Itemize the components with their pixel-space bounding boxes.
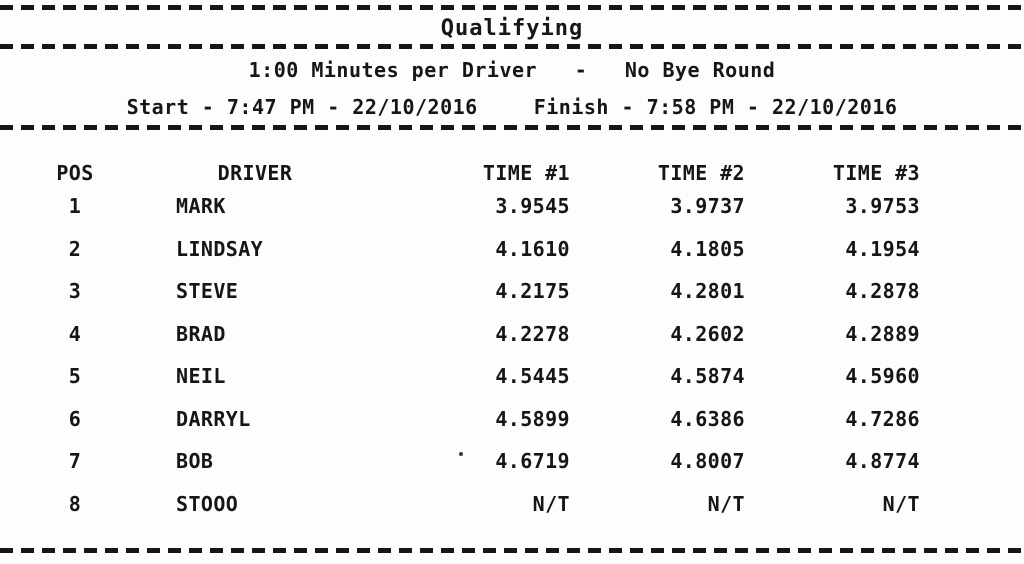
driver-cell: BRAD [176,321,226,346]
column-header-time3: TIME #3 [832,161,920,185]
time1-cell: 4.1610 [495,236,570,261]
time2-cell: N/T [707,491,745,516]
table-row [0,313,1024,356]
time1-cell: N/T [532,491,570,516]
driver-cell: STEVE [176,279,239,304]
time2-cell: 4.2801 [670,279,745,304]
time1-cell: 4.5445 [495,364,570,389]
column-header-driver: DRIVER [217,161,293,185]
session-times [0,95,1024,119]
pos-cell: 5 [68,364,82,389]
results-table-header [0,161,1024,185]
driver-cell: LINDSAY [176,236,264,261]
time2-cell: 4.6386 [670,406,745,431]
table-row [0,355,1024,398]
driver-cell: MARK [176,194,226,219]
table-row [0,270,1024,313]
time2-cell: 4.5874 [670,364,745,389]
divider-bottom [0,548,1024,553]
time1-cell: 3.9545 [495,194,570,219]
time1-cell: 4.6719 [495,449,570,474]
column-header-time2: TIME #2 [657,161,745,185]
divider-below-session [0,125,1024,130]
time3-cell: 4.1954 [845,236,920,261]
pos-cell: 6 [68,406,82,431]
table-row [0,483,1024,526]
time3-cell: 4.2878 [845,279,920,304]
pos-cell: 8 [68,491,82,516]
page-title: Qualifying [440,16,584,41]
driver-cell: STOOO [176,491,239,516]
time3-cell: 4.7286 [845,406,920,431]
table-row [0,185,1024,228]
start-time-label: Start - 7:47 PM - 22/10/2016 [126,95,478,119]
scan-artifact-dot [459,452,463,456]
table-row [0,440,1024,483]
column-header-time1: TIME #1 [482,161,570,185]
column-header-pos: POS [56,161,94,185]
time1-cell: 4.5899 [495,406,570,431]
time1-cell: 4.2175 [495,279,570,304]
driver-cell: NEIL [176,364,226,389]
session-info: 1:00 Minutes per Driver - No Bye Round [248,58,776,82]
time1-cell: 4.2278 [495,321,570,346]
time3-cell: 4.2889 [845,321,920,346]
time2-cell: 4.2602 [670,321,745,346]
table-row [0,228,1024,271]
driver-cell: DARRYL [176,406,251,431]
pos-cell: 3 [68,279,82,304]
time3-cell: 4.5960 [845,364,920,389]
pos-cell: 2 [68,236,82,261]
results-table-body [0,185,1024,525]
finish-time-label: Finish - 7:58 PM - 22/10/2016 [533,95,898,119]
divider-below-title [0,44,1024,49]
table-row [0,398,1024,441]
pos-cell: 7 [68,449,82,474]
divider-top [0,5,1024,10]
time3-cell: N/T [882,491,920,516]
time2-cell: 4.8007 [670,449,745,474]
time3-cell: 3.9753 [845,194,920,219]
driver-cell: BOB [176,449,214,474]
time2-cell: 3.9737 [670,194,745,219]
pos-cell: 1 [68,194,82,219]
time2-cell: 4.1805 [670,236,745,261]
time3-cell: 4.8774 [845,449,920,474]
pos-cell: 4 [68,321,82,346]
